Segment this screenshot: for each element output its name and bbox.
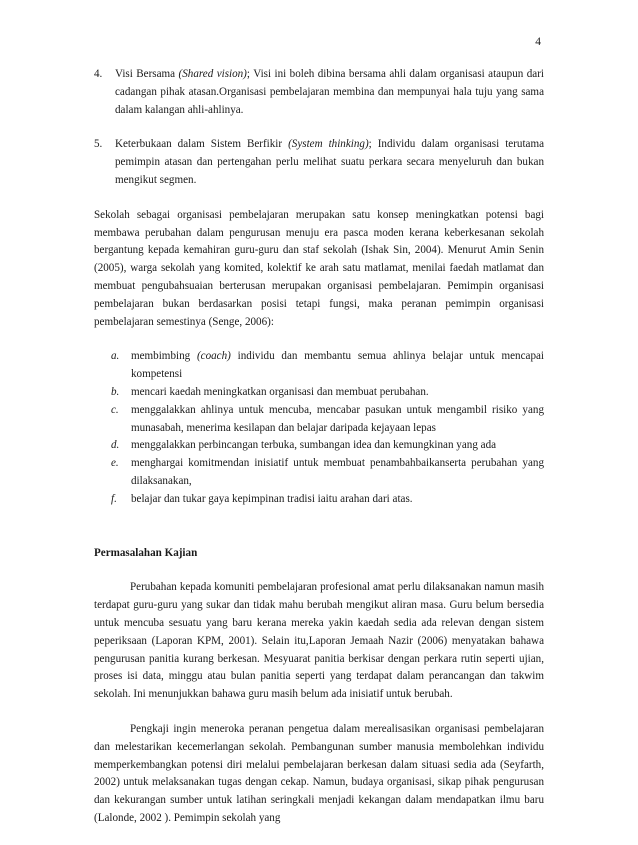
item-text-lead: Keterbukaan dalam Sistem Berfikir — [115, 138, 289, 151]
lettered-item — [94, 402, 544, 438]
body-paragraph: Perubahan kepada komuniti pembelajaran profesional amat perlu dilaksanakan namun masih terdapat guru-guru yang sukar dan tidak mahu berubah mengikut aliran masa. Guru belum bersedia untuk mencuba sesuatu yang baru kerana mereka yakin kaedah sedia ada relevan dengan sistem peperiksaan (Laporan KPM, 2001). Selain itu,Laporan Jemaah Nazir (2006) menyatakan bahawa pengurusan panitia kurang berkesan. Mesyuarat panitia berkisar dengan perkara rutin seperti ujian, proses isi data, minggu atau bulan panitia seperti yang terdapat dalam perancangan dan takwim sekolah. Ini menunjukkan bahawa guru masih belum ada inisiatif untuk berubah. — [94, 581, 544, 701]
lettered-item — [94, 437, 544, 455]
item-text: menggalakkan perbincangan terbuka, sumbangan idea dan kemungkinan yang ada — [131, 439, 497, 452]
item-text-rest: ; Individu dalam organisasi terutama pemimpin atasan dan pertengahan perlu melihat suatu perkara secara menyeluruh dan bukan mengikut segmen. — [115, 138, 545, 186]
item-letter: a. — [111, 350, 120, 363]
numbered-item — [94, 136, 544, 189]
lettered-item — [94, 348, 544, 384]
item-letter: d. — [111, 439, 120, 452]
lettered-list — [94, 348, 544, 508]
item-letter: e. — [111, 457, 119, 470]
lettered-item — [94, 384, 544, 402]
item-number: 5. — [94, 138, 103, 151]
section-heading: Permasalahan Kajian — [94, 546, 198, 559]
item-text: menghargai komitmendan inisiatif untuk membuat penambahbaikanserta perubahan yang dilaksanakan, — [131, 457, 544, 487]
lettered-item — [94, 491, 544, 509]
numbered-item — [94, 66, 544, 119]
item-text-italic: (coach) — [196, 350, 231, 363]
item-text-rest: individu dan membantu semua ahlinya belajar untuk mencapai kompetensi — [131, 350, 544, 381]
lettered-item — [94, 455, 544, 491]
item-letter: b. — [111, 385, 120, 398]
item-text: menggalakkan ahlinya untuk mencuba, mencabar pasukan untuk mengambil risiko yang munasabah, menerima kesilapan dan belajar daripada kejayaan lepas — [131, 403, 544, 434]
item-letter: f. — [111, 492, 117, 505]
item-text-lead: membimbing — [131, 350, 197, 363]
item-text-rest: ; Visi ini boleh dibina bersama ahli dalam organisasi ataupun dari cadangan pihak atasan.Organisasi pembelajaran membina dan mempunyai hala tuju yang sama dalam kalangan ahli-ahlinya. — [115, 68, 544, 116]
item-text: belajar dan tukar gaya kepimpinan tradisi iaitu arahan dari atas. — [131, 492, 413, 505]
numbered-list — [94, 66, 544, 190]
intro-paragraph: Sekolah sebagai organisasi pembelajaran merupakan satu konsep meningkatkan potensi bagi membawa perubahan dalam pengurusan menuju era pasca moden kerana keberkesanan sekolah bergantung kepada kemahiran guru-guru dan staf sekolah (Ishak Sin, 2004). Menurut Amin Senin (2005), warga sekolah yang komited, kolektif ke arah satu matlamat, menilai faedah matlamat dan membuat pengubahsuaian berterusan merupakan organisasi pembelajaran. Pemimpin organisasi pembelajaran bukan berdasarkan posisi tetapi fungsi, maka peranan pemimpin organisasi pembelajaran semestinya (Senge, 2006): — [94, 208, 544, 328]
item-text: mencari kaedah meningkatkan organisasi dan membuat perubahan. — [131, 385, 429, 398]
item-text-lead: Visi Bersama — [115, 68, 179, 80]
item-text-italic: (System thinking) — [288, 138, 369, 151]
page-content — [94, 66, 544, 845]
item-text-italic: (Shared vision) — [178, 68, 247, 80]
item-letter: c. — [111, 403, 119, 416]
item-number: 4. — [94, 68, 103, 80]
body-paragraph: Pengkaji ingin meneroka peranan pengetua dalam merealisasikan organisasi pembelajaran dan melestarikan kecemerlangan sekolah. Pembangunan sumber manusia membolehkan individu memperkembangkan potensi diri melalui pembelajaran berkesan dalam situasi sedia ada (Seyfarth, 2002) untuk melaksanakan tugas dengan cekap. Namun, budaya organisasi, sikap pihak pengurusan dan kekurangan sumber untuk latihan seringkali menjadi kekangan dalam mendapatkan ilmu baru (Lalonde, 2002 ). Pemimpin sekolah yang — [94, 722, 544, 824]
page-number: 4 — [535, 36, 541, 48]
